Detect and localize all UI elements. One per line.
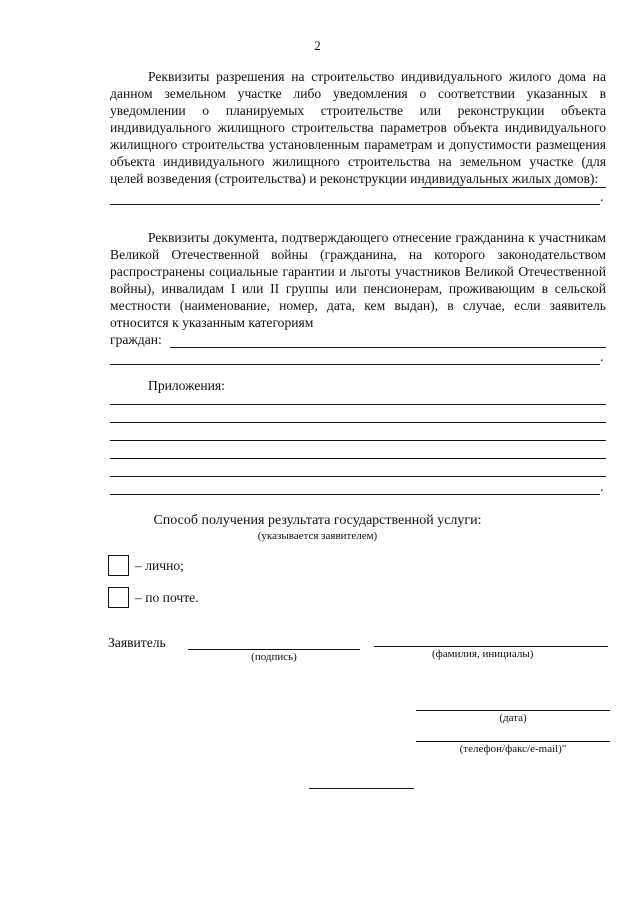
option-personal-label: – лично; <box>135 557 184 573</box>
attachments-label: Приложения: <box>148 378 225 393</box>
option-personal[interactable] <box>108 555 184 576</box>
permit-fill-line-2[interactable]: . <box>110 188 606 205</box>
closing-rule <box>309 776 414 789</box>
contact-line[interactable] <box>416 728 610 742</box>
date-line[interactable] <box>416 697 610 711</box>
name-caption: (фамилия, инициалы) <box>432 648 534 660</box>
veteran-section <box>110 229 606 365</box>
date-caption: (дата) <box>499 712 527 724</box>
checkbox-personal[interactable] <box>108 555 129 576</box>
veteran-fill-line-2[interactable]: . <box>110 348 606 365</box>
name-line[interactable] <box>374 633 608 647</box>
attachment-line[interactable] <box>110 423 606 441</box>
attachment-line[interactable] <box>110 405 606 423</box>
option-mail[interactable] <box>108 587 199 608</box>
veteran-fill-line-1[interactable] <box>110 331 606 348</box>
permit-section <box>110 68 606 205</box>
signature-line[interactable] <box>188 636 360 650</box>
checkbox-mail[interactable] <box>108 587 129 608</box>
signature-caption: (подпись) <box>251 651 297 663</box>
page-number: 2 <box>314 38 321 53</box>
permit-fill-line-1[interactable] <box>422 174 606 188</box>
attachment-line[interactable]: . <box>110 477 606 495</box>
attachment-line[interactable] <box>110 459 606 477</box>
applicant-label: Заявитель <box>108 635 166 650</box>
option-mail-label: – по почте. <box>135 589 199 605</box>
permit-paragraph: Реквизиты разрешения на строительство индивидуального жилого дома на данном земельном участке либо уведомления о соответствии указанных в уведомлении о планируемых строительстве или реконструкции объекта индивидуального жилищного строительства параметров объекта индивидуального жилищного строительства установленным параметрам и допустимости размещения объекта индивидуального жилищного строительства на земельном участке (для целей возведения (строительства) и реконструкции индивидуальных жилых домов): <box>110 69 606 186</box>
method-subheading: (указывается заявителем) <box>257 530 378 542</box>
attachment-line[interactable] <box>110 441 606 459</box>
veteran-last-word: граждан: <box>110 332 162 347</box>
attachment-line[interactable] <box>110 394 606 405</box>
attachments-section <box>110 377 606 495</box>
contact-caption: (телефон/факс/e-mail)" <box>459 743 567 755</box>
veteran-paragraph: Реквизиты документа, подтверждающего отнесение гражданина к участникам Великой Отечественной войны (гражданина, на которого законодательством распространены социальные гарантии и льготы участников Великой Отечественной войны), инвалидам I или II группы или пенсионерам, проживающим в сельской местности (наименование, номер, дата, кем выдан), в случае, если заявитель относится к указанным категориям <box>110 230 606 330</box>
method-heading: Способ получения результата государственной услуги: <box>153 513 482 528</box>
